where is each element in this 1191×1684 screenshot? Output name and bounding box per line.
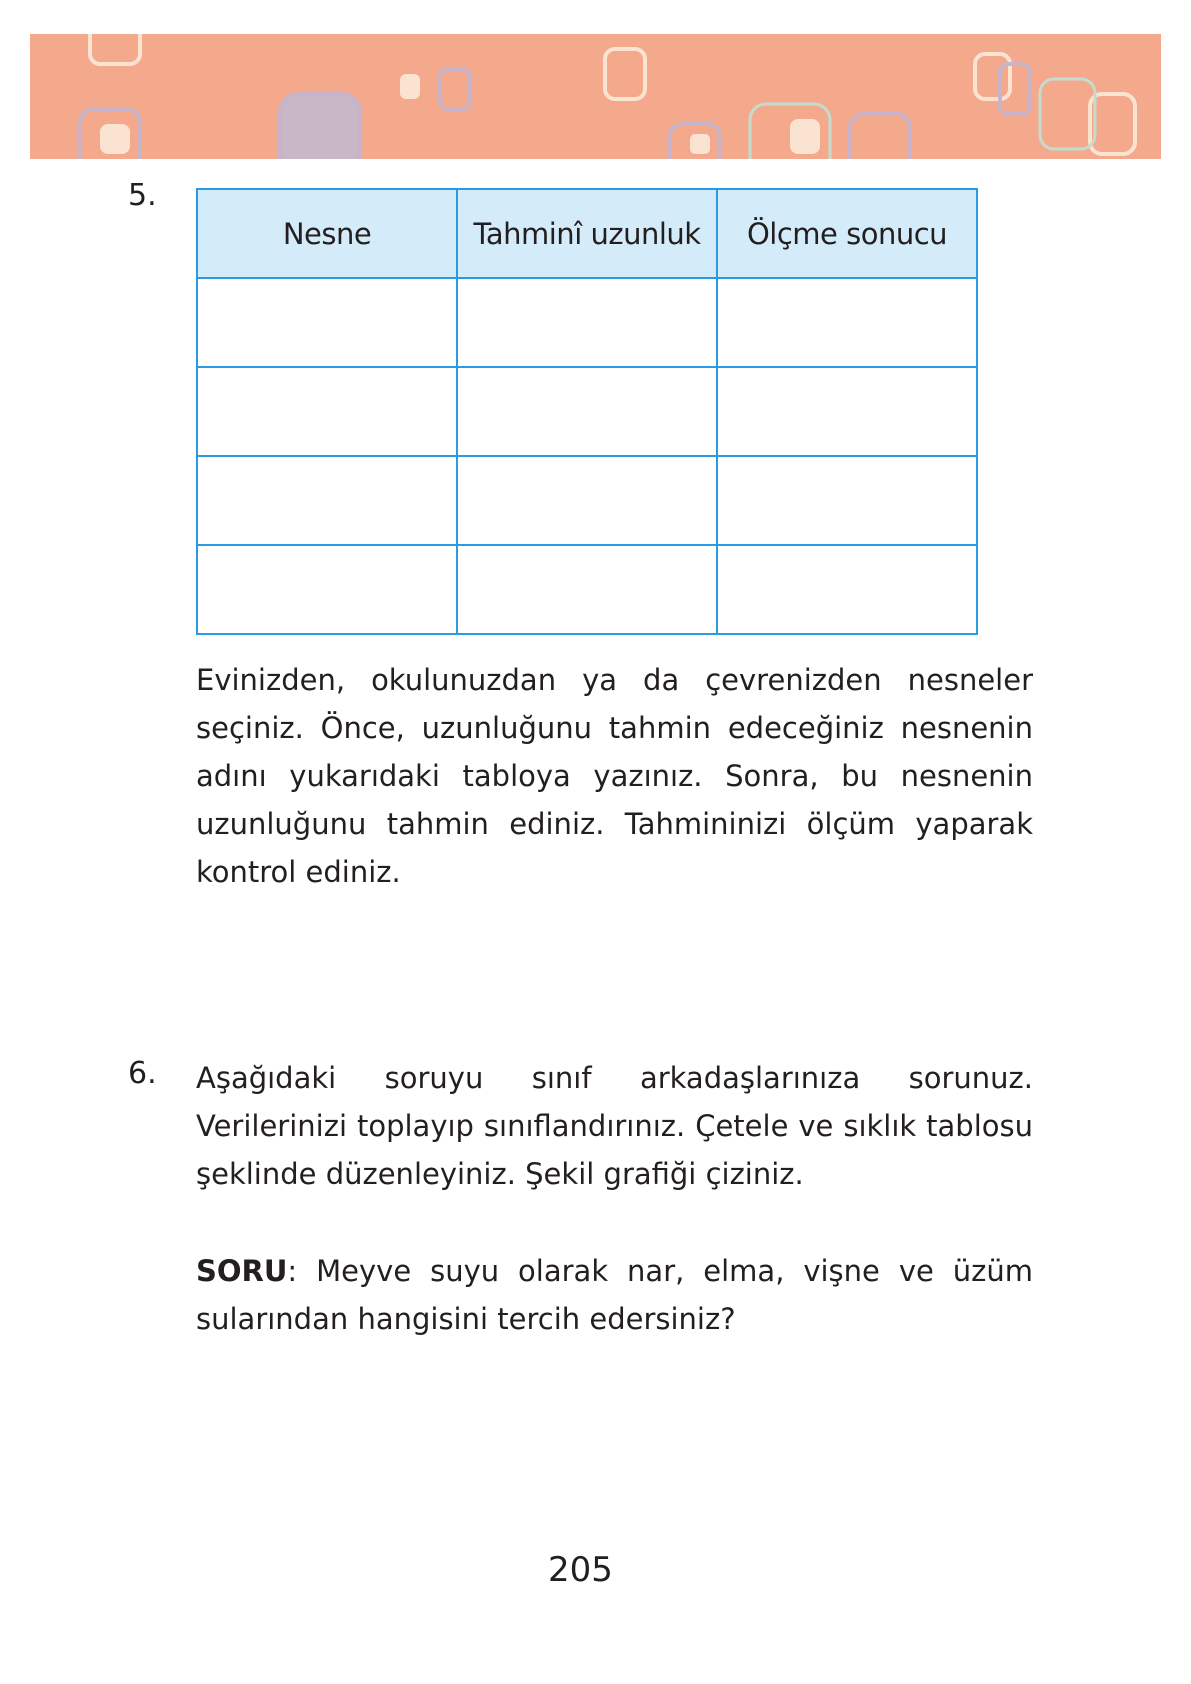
question-5-number: 5. [128,178,157,213]
table-cell[interactable] [717,367,977,456]
table-cell[interactable] [197,367,457,456]
question-6-survey-question [196,1247,1033,1343]
table-cell[interactable] [197,278,457,367]
table-cell[interactable] [457,367,717,456]
table-cell[interactable] [457,278,717,367]
measurement-table [196,188,978,635]
table-cell[interactable] [197,545,457,634]
question-6-text: Aşağıdaki soruyu sınıf arkadaşlarınıza sorunuz. Verilerinizi toplayıp sınıflandırınız. Çetele ve sıklık tablosu şeklinde düzenleyiniz. Şekil grafiği çiziniz. [196,1061,1033,1191]
question-label: SORU [196,1254,288,1288]
question-5-instructions: Evinizden, okulunuzdan ya da çevrenizden nesneler seçiniz. Önce, uzunluğunu tahmin edeceğiniz nesnenin adını yukarıdaki tabloya yazınız. Sonra, bu nesnenin uzunluğunu tahmin ediniz. Tahmininizi ölçüm yaparak kontrol ediniz. [196,663,1033,889]
table-row [197,367,977,456]
question-text: : Meyve suyu olarak nar, elma, vişne ve üzüm sularından hangisini tercih edersiniz? [196,1254,1033,1336]
table-cell[interactable] [457,456,717,545]
table-cell[interactable] [457,545,717,634]
table-cell[interactable] [717,456,977,545]
header-measurement-result: Ölçme sonucu [717,189,977,278]
table-cell[interactable] [717,278,977,367]
header-estimated-length: Tahminî uzunluk [457,189,717,278]
table-row [197,545,977,634]
table-row [197,456,977,545]
decorative-banner [30,34,1161,159]
table-cell[interactable] [197,456,457,545]
header-object: Nesne [197,189,457,278]
page-number: 205 [548,1550,613,1590]
table-row [197,278,977,367]
question-6-number: 6. [128,1056,157,1091]
table-cell[interactable] [717,545,977,634]
